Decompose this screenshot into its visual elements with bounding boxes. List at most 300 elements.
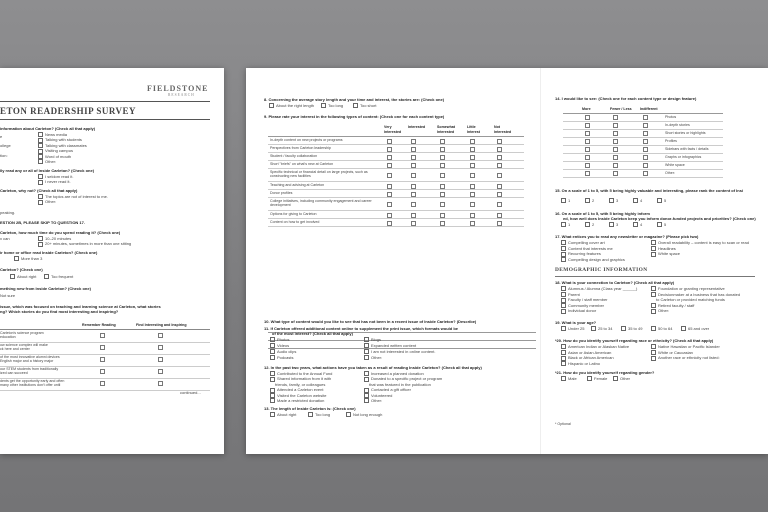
checkbox[interactable]: [681, 326, 686, 331]
q12-left-5[interactable]: [270, 398, 324, 403]
table-checkbox[interactable]: [387, 184, 392, 189]
q14-row-3: Profiles: [665, 138, 677, 143]
question-14: 14. I would like to see: (Check one for each content type or design feature): [555, 96, 697, 101]
table-checkbox[interactable]: [613, 131, 618, 136]
question-20: *20. How do you identify yourself regarding race or ethnicity? (Check all that apply): [555, 338, 714, 343]
checkbox[interactable]: [38, 180, 43, 185]
table-checkbox[interactable]: [411, 147, 416, 152]
table-checkbox[interactable]: [100, 381, 105, 386]
q9-row-label: Content on how to get involved: [270, 219, 320, 224]
checkbox-label: Compelling cover art: [568, 240, 605, 245]
q13-option-1[interactable]: [308, 412, 330, 417]
checkbox[interactable]: [561, 257, 566, 262]
checkbox[interactable]: [270, 337, 275, 342]
table-checkbox[interactable]: [411, 184, 416, 189]
table-checkbox[interactable]: [585, 139, 590, 144]
checkbox-label: Native Hawaiian or Pacific Islander: [658, 344, 720, 349]
option-frequency-0[interactable]: [10, 274, 36, 279]
table-checkbox[interactable]: [158, 333, 163, 338]
checkbox[interactable]: [591, 326, 596, 331]
table-checkbox[interactable]: [440, 184, 445, 189]
q14-row-rule: [563, 169, 723, 170]
table-checkbox[interactable]: [440, 202, 445, 207]
story-row-2-cont: English major and a history major: [0, 359, 54, 364]
table-checkbox[interactable]: [613, 163, 618, 168]
option-fragment: x can: [0, 236, 10, 241]
q9-col-2: Somewhat: [437, 125, 455, 129]
checkbox-label: 4: [640, 222, 643, 227]
checkbox[interactable]: [346, 412, 351, 417]
table-checkbox[interactable]: [440, 163, 445, 168]
checkbox[interactable]: [364, 349, 369, 354]
checkbox-label: Asian or Asian American: [568, 349, 612, 355]
table-checkbox[interactable]: [411, 202, 416, 207]
table-checkbox[interactable]: [158, 345, 163, 350]
checkbox[interactable]: [651, 309, 656, 314]
q15-scale-2[interactable]: [609, 198, 618, 203]
table-checkbox[interactable]: [643, 139, 648, 144]
checkbox-label: Volunteered: [371, 392, 393, 398]
table-checkbox[interactable]: [387, 163, 392, 168]
table-checkbox[interactable]: [585, 163, 590, 168]
checkbox-label: 3: [616, 222, 619, 227]
table-checkbox[interactable]: [440, 221, 445, 226]
table-checkbox[interactable]: [643, 171, 648, 176]
checkbox-label: More than 3: [21, 256, 43, 261]
table-checkbox[interactable]: [585, 131, 590, 136]
checkbox-label: Shared information from it with: [277, 376, 332, 382]
table-checkbox[interactable]: [613, 147, 618, 152]
q9-row-label: Teaching and advising at Carleton: [270, 182, 325, 187]
q18-right-cont: to Carleton or provided matching funds: [656, 297, 725, 303]
question-13: 13. The length of Inside Carleton is: (Check one): [264, 406, 356, 411]
checkbox-label: Not long enough: [353, 412, 383, 417]
q12-right-5[interactable]: [364, 398, 382, 403]
checkbox[interactable]: [364, 337, 369, 342]
checkbox[interactable]: [585, 198, 590, 203]
checkbox-label: Another race or ethnicity not listed:: [658, 355, 720, 361]
checkbox[interactable]: [609, 222, 614, 227]
q20-left-2[interactable]: [561, 355, 614, 360]
table-checkbox[interactable]: [387, 221, 392, 226]
table-checkbox[interactable]: [158, 369, 163, 374]
demographic-rule: [555, 276, 755, 277]
q16-scale-2[interactable]: [609, 222, 618, 227]
q9-col-3: Little: [467, 125, 476, 129]
table-checkbox[interactable]: [387, 155, 392, 160]
checkbox-label: Audio clips: [277, 349, 297, 354]
checkbox-label: 50 to 64: [658, 326, 673, 331]
table-checkbox[interactable]: [470, 221, 475, 226]
q16-scale-4[interactable]: [657, 222, 666, 227]
question-19: 19. What is your age?: [555, 320, 597, 325]
q15-scale-1[interactable]: [585, 198, 594, 203]
checkbox[interactable]: [38, 200, 43, 205]
table-checkbox[interactable]: [387, 139, 392, 144]
table-checkbox[interactable]: [387, 192, 392, 197]
option-fragment: tion:: [0, 153, 8, 158]
option-frequency-1[interactable]: [44, 274, 73, 279]
q11-left-3[interactable]: [270, 355, 293, 360]
checkbox[interactable]: [269, 103, 274, 108]
story-row-0-cont: education: [0, 335, 16, 340]
checkbox[interactable]: [321, 103, 326, 108]
checkbox[interactable]: [38, 159, 43, 164]
checkbox[interactable]: [657, 198, 662, 203]
checkbox-label: Individual donor: [568, 308, 597, 314]
checkbox-label: Talking with students: [45, 137, 82, 143]
table-checkbox[interactable]: [100, 357, 105, 362]
q14-row-0: Photos: [665, 114, 677, 119]
q11-left-1[interactable]: [270, 343, 289, 348]
table-checkbox[interactable]: [440, 155, 445, 160]
q17-left-3[interactable]: [561, 257, 625, 262]
table-checkbox[interactable]: [497, 221, 502, 226]
q16-scale-0[interactable]: [561, 222, 570, 227]
checkbox-label: Visited the Carleton website: [277, 392, 327, 398]
checkbox[interactable]: [561, 326, 566, 331]
q19-option-4[interactable]: [681, 326, 709, 331]
checkbox-label: I seldom read it.: [45, 174, 74, 179]
table-checkbox[interactable]: [643, 131, 648, 136]
table-checkbox[interactable]: [613, 139, 618, 144]
continued-label: continued...: [180, 390, 201, 395]
q8-option-1[interactable]: [321, 103, 343, 108]
q19-option-1[interactable]: [591, 326, 612, 331]
q14-row-7: Other:: [665, 170, 675, 175]
table-checkbox[interactable]: [585, 115, 590, 120]
checkbox-label: Attended a Carleton event: [277, 387, 324, 393]
table-checkbox[interactable]: [585, 123, 590, 128]
story-row-1: ow science complex will make: [0, 343, 48, 347]
checkbox-label: Black or African American: [568, 355, 614, 361]
header-rule: [0, 101, 210, 102]
q11-right-0[interactable]: [364, 337, 381, 342]
checkbox-label: 10–20 minutes: [45, 236, 72, 241]
question-source: information about Carleton? (Check all that apply): [0, 126, 96, 131]
q14-row-rule: [563, 121, 723, 122]
q9-row-label: In-depth content on new projects or programs: [270, 137, 343, 142]
checkbox-label: Other: [620, 376, 631, 381]
checkbox-label: 5: [664, 222, 667, 227]
table-checkbox[interactable]: [470, 213, 475, 218]
q20-left-3[interactable]: [561, 361, 600, 366]
q17-right-2[interactable]: [651, 251, 680, 256]
q11-right-2[interactable]: [364, 349, 435, 354]
survey-spread: [246, 68, 768, 454]
checkbox[interactable]: [657, 222, 662, 227]
checkbox[interactable]: [308, 412, 313, 417]
q9-col-4-b: Interested: [494, 129, 512, 134]
question-15: 15. On a scale of 1 to 5, with 5 being highly valuable and interesting, please rank the content of Insi: [555, 188, 744, 193]
col-interesting: Find Interesting and Inspiring: [136, 323, 187, 327]
checkbox-label: Too frequent: [51, 274, 74, 279]
checkbox-label: Decisionmaker at a business that has donated: [658, 291, 741, 297]
checkbox[interactable]: [585, 222, 590, 227]
checkbox[interactable]: [561, 309, 566, 314]
option-source-5[interactable]: [38, 159, 56, 164]
table-checkbox[interactable]: [158, 357, 163, 362]
checkbox-label: Retired faculty / staff: [658, 302, 695, 308]
option-fragment: e: [0, 134, 3, 139]
table-checkbox[interactable]: [497, 139, 502, 144]
checkbox-label: Videos: [277, 343, 290, 348]
table-checkbox[interactable]: [440, 213, 445, 218]
checkbox-label: Faculty / staff member: [568, 297, 608, 303]
question-18: 18. What is your connection to Carleton? (Check all that apply): [555, 280, 675, 285]
checkbox-label: 25 to 34: [598, 326, 613, 331]
checkbox[interactable]: [38, 242, 43, 247]
checkbox-label: Other:: [45, 159, 57, 164]
checkbox[interactable]: [609, 198, 614, 203]
checkbox-label: News media: [45, 132, 68, 137]
q14-row-1: In-depth stories: [665, 122, 690, 127]
q9-row-label: Specific technical or financial detail on large projects, such as constructing new facilities: [270, 169, 368, 178]
q14-col-1: Fewer / Less: [610, 107, 632, 111]
q16-scale-3[interactable]: [633, 222, 642, 227]
checkbox-label: Overall readability – content is easy to scan or read: [658, 240, 749, 245]
q8-option-0[interactable]: [269, 103, 314, 108]
checkbox[interactable]: [353, 103, 358, 108]
table-checkbox[interactable]: [585, 147, 590, 152]
table-checkbox[interactable]: [387, 213, 392, 218]
table-checkbox[interactable]: [411, 192, 416, 197]
checkbox[interactable]: [561, 222, 566, 227]
table-checkbox[interactable]: [470, 147, 475, 152]
table-checkbox[interactable]: [613, 155, 618, 160]
checkbox-label: Donated to a specific project or program: [371, 376, 443, 382]
optional-note: * Optional: [555, 422, 571, 426]
table-checkbox[interactable]: [613, 115, 618, 120]
q15-scale-4[interactable]: [657, 198, 666, 203]
q15-scale-3[interactable]: [633, 198, 642, 203]
table-checkbox[interactable]: [411, 173, 416, 178]
checkbox[interactable]: [270, 398, 275, 403]
table-checkbox[interactable]: [613, 123, 618, 128]
checkbox[interactable]: [10, 274, 15, 279]
checkbox[interactable]: [633, 198, 638, 203]
table-checkbox[interactable]: [497, 184, 502, 189]
checkbox[interactable]: [270, 412, 275, 417]
checkbox-label: 20+ minutes, sometimes in more than one sitting: [45, 241, 132, 247]
q11-left-2[interactable]: [270, 349, 296, 354]
question-16-cont: ed, how well does Inside Carleton keep you inform donor-funded projects and priorities? (Check one): [563, 216, 756, 221]
table-checkbox[interactable]: [440, 139, 445, 144]
checkbox-label: 3: [616, 198, 619, 203]
option-household[interactable]: [14, 256, 42, 261]
table-checkbox[interactable]: [585, 155, 590, 160]
checkbox[interactable]: [561, 198, 566, 203]
checkbox-label: Content that interests me: [568, 245, 613, 251]
q9-col-2-b: Interested: [437, 129, 455, 134]
q9-col-4: Not: [494, 125, 500, 129]
checkbox[interactable]: [364, 398, 369, 403]
checkbox-label: About right: [277, 412, 297, 417]
checkbox[interactable]: [14, 256, 19, 261]
checkbox-label: Recurring features: [568, 251, 601, 257]
option-fragment: ollege: [0, 143, 11, 148]
table-checkbox[interactable]: [643, 147, 648, 152]
checkbox[interactable]: [364, 343, 369, 348]
q11-left-0[interactable]: [270, 337, 289, 342]
question-9: 9. Please rate your interest in the following types of content: (Check one for each content type): [264, 114, 445, 119]
title-rule: [0, 119, 210, 120]
checkbox-label: Too short: [360, 103, 377, 108]
q9-row-label: Short "briefs" on what's new at Carleton: [270, 161, 334, 166]
q18-left-4[interactable]: [561, 308, 596, 313]
table-checkbox[interactable]: [497, 213, 502, 218]
checkbox-label: Hispanic or Latino: [568, 360, 601, 366]
table-checkbox[interactable]: [470, 184, 475, 189]
q21-option-2[interactable]: [613, 376, 630, 381]
story-row-2: of the most innovative alumni devices: [0, 355, 60, 359]
table-checkbox[interactable]: [440, 173, 445, 178]
table-checkbox[interactable]: [158, 381, 163, 386]
table-checkbox[interactable]: [387, 173, 392, 178]
q13-option-2[interactable]: [346, 412, 382, 417]
q11-right-1[interactable]: [364, 343, 416, 348]
checkbox[interactable]: [561, 376, 566, 381]
q13-option-0[interactable]: [270, 412, 296, 417]
table-checkbox[interactable]: [440, 192, 445, 197]
table-checkbox[interactable]: [643, 115, 648, 120]
table-checkbox[interactable]: [100, 345, 105, 350]
checkbox[interactable]: [621, 326, 626, 331]
checkbox-label: Other:: [45, 199, 57, 205]
table-checkbox[interactable]: [497, 163, 502, 168]
table-checkbox[interactable]: [497, 147, 502, 152]
table-checkbox[interactable]: [100, 369, 105, 374]
table-checkbox[interactable]: [643, 155, 648, 160]
checkbox[interactable]: [270, 349, 275, 354]
question-issue-cont: ng? Which stories do you find most interesting and inspiring?: [0, 309, 119, 314]
table-top: [0, 329, 210, 330]
table-checkbox[interactable]: [470, 202, 475, 207]
table-checkbox[interactable]: [387, 202, 392, 207]
checkbox[interactable]: [270, 343, 275, 348]
checkbox-label: Female: [594, 376, 608, 381]
demographic-heading: DEMOGRAPHIC INFORMATION: [555, 267, 648, 273]
table-checkbox[interactable]: [470, 155, 475, 160]
checkbox[interactable]: [364, 355, 369, 360]
table-checkbox[interactable]: [585, 171, 590, 176]
q21-option-0[interactable]: [561, 376, 577, 381]
checkbox[interactable]: [613, 376, 618, 381]
q8-option-2[interactable]: [353, 103, 376, 108]
table-checkbox[interactable]: [470, 192, 475, 197]
table-checkbox[interactable]: [100, 333, 105, 338]
table-checkbox[interactable]: [497, 155, 502, 160]
q9-col-0-b: Interested: [384, 129, 402, 134]
fieldstone-logo: FIELDSTONE: [147, 84, 209, 93]
table-checkbox[interactable]: [470, 173, 475, 178]
checkbox[interactable]: [270, 355, 275, 360]
table-checkbox[interactable]: [411, 155, 416, 160]
q14-row-2: Short stories or highlights: [665, 130, 706, 135]
table-checkbox[interactable]: [440, 147, 445, 152]
checkbox[interactable]: [44, 274, 49, 279]
q19-option-3[interactable]: [651, 326, 672, 331]
checkbox-label: Too long: [328, 103, 344, 108]
q19-option-0[interactable]: [561, 326, 584, 331]
table-checkbox[interactable]: [411, 139, 416, 144]
question-12: 12. In the past two years, what actions have you taken as a result of reading Inside Carleton? (Check all that apply): [264, 365, 482, 370]
q11-right-3[interactable]: [364, 355, 382, 360]
fieldstone-logo-sub: RESEARCH: [168, 93, 195, 97]
q14-row-rule: [563, 177, 723, 178]
checkbox-label: Expanded written content: [371, 343, 417, 348]
story-row-3: our STEM students from traditionally: [0, 367, 59, 371]
table-checkbox[interactable]: [470, 139, 475, 144]
q14-row-6: White space: [665, 162, 685, 167]
q9-col-1: Interested: [408, 125, 426, 129]
checkbox-label: White or Caucasian: [658, 349, 693, 355]
survey-title: ETON READERSHIP SURVEY: [0, 106, 137, 116]
q14-row-5: Graphs or infographics: [665, 154, 702, 159]
checkbox[interactable]: [633, 222, 638, 227]
table-checkbox[interactable]: [497, 202, 502, 207]
checkbox[interactable]: [587, 376, 592, 381]
question-time: Carleton, how much time do you spend reading it? (Check one): [0, 230, 121, 235]
checkbox-label: I am not interested in online content.: [371, 349, 436, 354]
checkbox-label: I never read it.: [45, 179, 71, 185]
q9-col-0: Very: [384, 125, 392, 129]
checkbox[interactable]: [651, 326, 656, 331]
q14-col-2: Indifferent: [640, 107, 658, 111]
table-checkbox[interactable]: [497, 192, 502, 197]
q16-scale-1[interactable]: [585, 222, 594, 227]
table-checkbox[interactable]: [411, 213, 416, 218]
checkbox-label: Visiting campus: [45, 148, 73, 154]
checkbox-label: Too long: [315, 412, 331, 417]
q14-col-0: More: [582, 107, 591, 111]
checkbox-label: Compelling design and graphics: [568, 256, 625, 262]
option-time-1[interactable]: [38, 241, 131, 246]
checkbox[interactable]: [561, 361, 566, 366]
q19-option-2[interactable]: [621, 326, 642, 331]
q9-row-label: Student / faculty collaboration: [270, 153, 318, 158]
q14-row-rule: [563, 161, 723, 162]
table-checkbox[interactable]: [470, 163, 475, 168]
q17-left-2[interactable]: [561, 251, 601, 256]
q15-scale-0[interactable]: [561, 198, 570, 203]
table-checkbox[interactable]: [387, 147, 392, 152]
checkbox[interactable]: [651, 356, 656, 361]
option-why-not-1[interactable]: [38, 199, 56, 204]
checkbox-label: Contributed to the Annual Fund: [277, 371, 333, 376]
q9-row-label: Donor profiles: [270, 190, 293, 195]
table-checkbox[interactable]: [643, 163, 648, 168]
q21-option-1[interactable]: [587, 376, 607, 381]
checkbox-label: Headlines: [658, 245, 676, 251]
checkbox[interactable]: [651, 252, 656, 257]
q20-right-2[interactable]: [651, 355, 720, 360]
q14-row-4: Sidebars with facts / details: [665, 146, 709, 151]
option-read-1[interactable]: [38, 179, 71, 184]
q9-row-label: Options for giving to Carleton: [270, 211, 317, 216]
checkbox-label: Under 25: [568, 326, 585, 331]
table-checkbox[interactable]: [411, 221, 416, 226]
table-checkbox[interactable]: [497, 173, 502, 178]
q18-left-2[interactable]: [561, 297, 608, 302]
table-checkbox[interactable]: [613, 171, 618, 176]
table-checkbox[interactable]: [643, 123, 648, 128]
table-checkbox[interactable]: [411, 163, 416, 168]
checkbox-label: Community member: [568, 302, 605, 308]
skip-instruction: ESTION 2B, PLEASE SKIP TO QUESTION 17.: [0, 220, 85, 225]
question-17: 17. What entices you to read any newsletter or magazine? (Please pick two): [555, 234, 699, 239]
q18-right-4[interactable]: [651, 308, 669, 313]
